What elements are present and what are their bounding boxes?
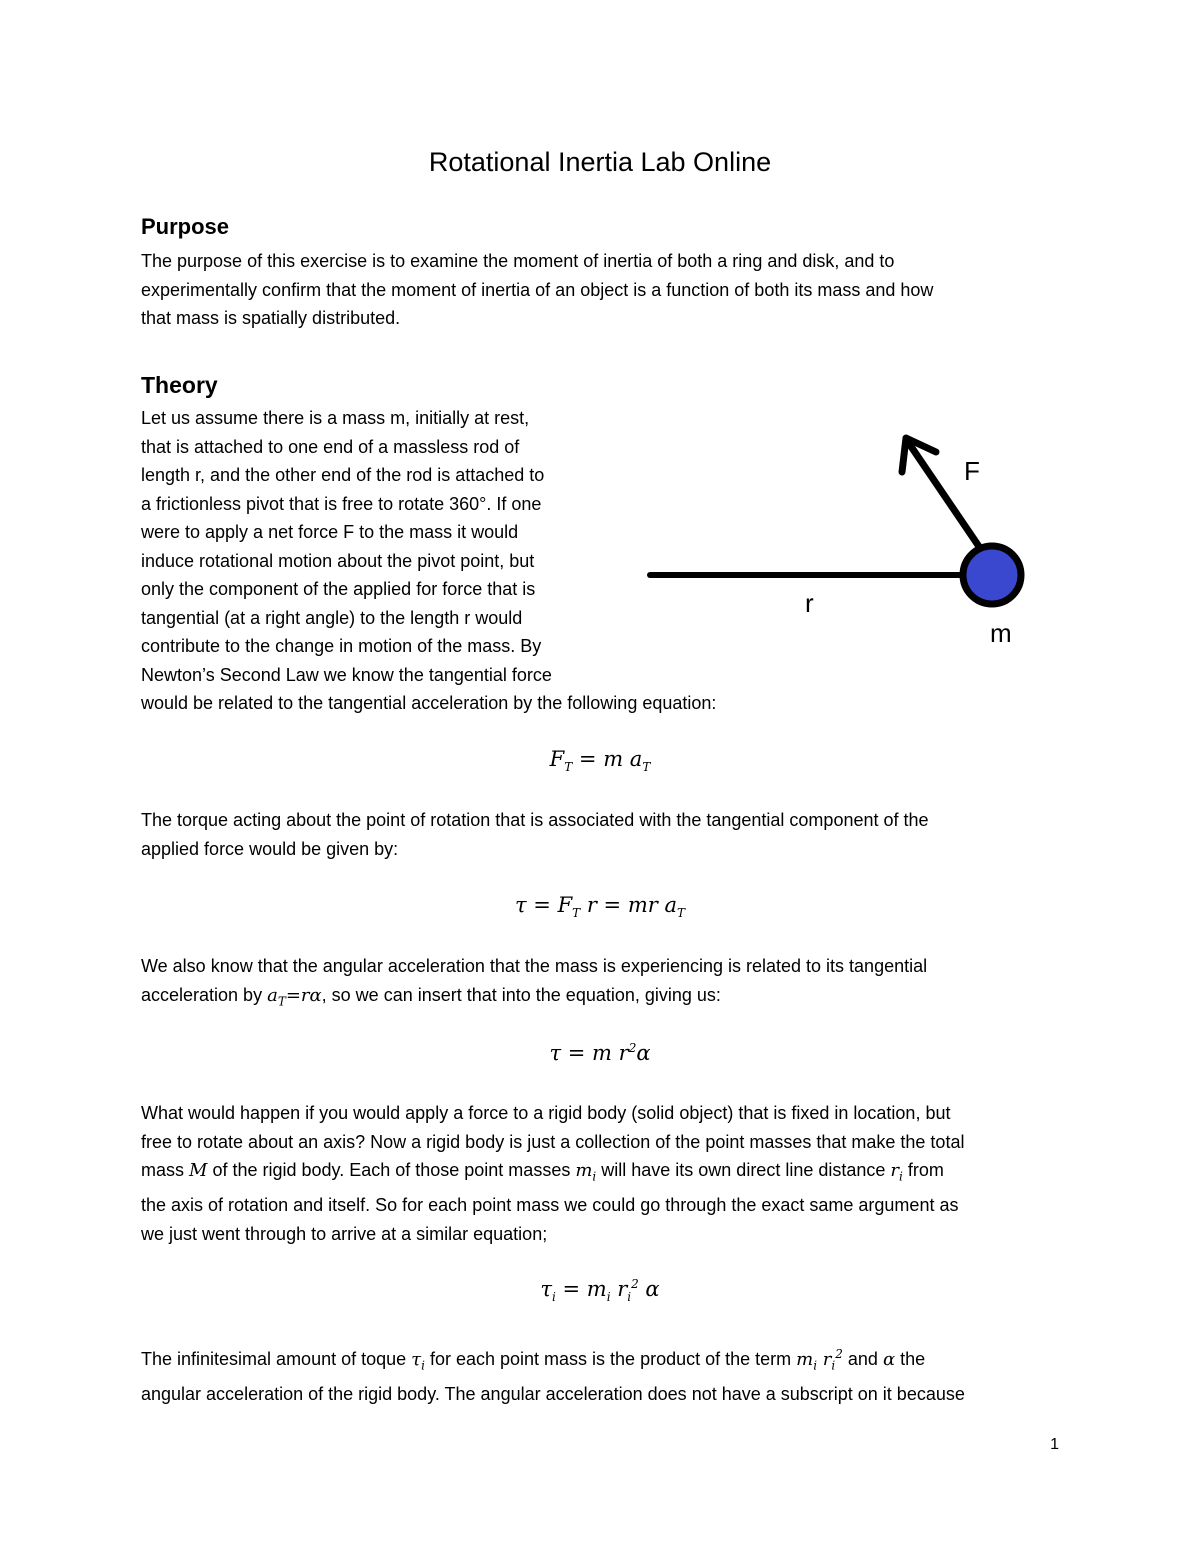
rigid-text: mass bbox=[141, 1160, 190, 1180]
rigid-line: free to rotate about an axis? Now a rigid body is just a collection of the point masses that make the total bbox=[141, 1131, 965, 1152]
angular-text: acceleration by bbox=[141, 984, 268, 1005]
torque-line: applied force would be given by: bbox=[141, 838, 399, 859]
theory-line: were to apply a net force F to the mass it would bbox=[141, 522, 519, 542]
purpose-line: experimentally confirm that the moment of inertia of an object is a function of both its mass and how bbox=[141, 279, 934, 300]
rigid-text: from bbox=[902, 1160, 944, 1180]
infinitesimal-text: for each point mass is the product of the term bbox=[424, 1349, 797, 1369]
theory-line: that is attached to one end of a massless rod of bbox=[141, 436, 520, 457]
rigid-line-3 bbox=[141, 1156, 964, 1191]
rigid-line: the axis of rotation and itself. So for each point mass we could go through the exact same argument as bbox=[141, 1195, 959, 1216]
equation-torque: $\tau = F_T$ r = mr $a_T$ bbox=[515, 893, 685, 921]
inline-eq-miri2: $m_i$ $r_i^2$ bbox=[796, 1347, 843, 1373]
purpose-paragraph bbox=[141, 247, 933, 333]
theory-line: length r, and the other end of the rod is attached to bbox=[141, 465, 545, 485]
theory-line: induce rotational motion about the pivot point, but bbox=[141, 550, 535, 571]
rigid-text: will have its own direct line distance bbox=[596, 1160, 891, 1180]
purpose-line: that mass is spatially distributed. bbox=[141, 308, 401, 328]
infinitesimal-text: and bbox=[842, 1349, 883, 1369]
purpose-line: The purpose of this exercise is to examine the moment of inertia of both a ring and disk, and to bbox=[141, 251, 895, 271]
angular-line-2 bbox=[141, 981, 927, 1016]
angular-paragraph bbox=[141, 952, 927, 1016]
equation-tangential-force: $F_T = m$ $a_T$ bbox=[549, 747, 651, 775]
torque-paragraph bbox=[141, 806, 929, 863]
force-label: F bbox=[964, 456, 980, 486]
equation-torque-inertia: τ = m $r^2\alpha$ bbox=[549, 1041, 651, 1065]
infinitesimal-text: the bbox=[895, 1349, 926, 1369]
equation-point-mass-torque: $\tau_i = m_i$ $r_i^2$ α bbox=[540, 1277, 660, 1305]
rigid-body-paragraph bbox=[141, 1099, 964, 1248]
theory-heading: Theory bbox=[141, 372, 218, 398]
inline-eq-M: M bbox=[189, 1160, 208, 1181]
inline-eq-alpha: α bbox=[882, 1349, 896, 1370]
infinitesimal-text: The infinitesimal amount of toque bbox=[141, 1349, 412, 1369]
page-title: Rotational Inertia Lab Online bbox=[428, 147, 772, 177]
mass-label: m bbox=[990, 618, 1012, 648]
rod-mass-diagram bbox=[640, 430, 1060, 650]
theory-line: contribute to the change in motion of the mass. By bbox=[141, 636, 542, 656]
page-number: 1 bbox=[1050, 1436, 1059, 1453]
rigid-line: What would happen if you would apply a force to a rigid body (solid object) that is fixed in location, but bbox=[141, 1103, 951, 1123]
infinitesimal-paragraph bbox=[141, 1340, 965, 1409]
theory-intro-paragraph bbox=[141, 404, 716, 718]
mass-circle bbox=[963, 546, 1021, 604]
infinitesimal-line: angular acceleration of the rigid body. The angular acceleration does not have a subscript on it because bbox=[141, 1384, 965, 1405]
theory-line: a frictionless pivot that is free to rotate 360°. If one bbox=[141, 493, 542, 514]
theory-line: only the component of the applied for force that is bbox=[141, 579, 536, 599]
rigid-text: of the rigid body. Each of those point masses bbox=[207, 1160, 576, 1180]
angular-line: We also know that the angular acceleration that the mass is experiencing is related to its tangential bbox=[141, 956, 928, 976]
theory-line: tangential (at a right angle) to the length r would bbox=[141, 607, 523, 628]
purpose-heading: Purpose bbox=[141, 214, 230, 239]
length-label: r bbox=[805, 588, 814, 618]
rigid-line: we just went through to arrive at a similar equation; bbox=[141, 1223, 548, 1244]
torque-line: The torque acting about the point of rotation that is associated with the tangential component of the bbox=[141, 810, 929, 830]
infinitesimal-line bbox=[141, 1340, 965, 1380]
theory-line: Newton’s Second Law we know the tangential force bbox=[141, 664, 552, 685]
inline-eq-at: $a_T=r\alpha$ bbox=[267, 984, 322, 1009]
inline-eq-ri: $r_i$ bbox=[890, 1160, 903, 1184]
inline-eq-mi: $m_i$ bbox=[575, 1160, 597, 1184]
theory-line: Let us assume there is a mass m, initially at rest, bbox=[141, 408, 530, 428]
theory-line: would be related to the tangential acceleration by the following equation: bbox=[141, 693, 717, 713]
inline-eq-taui: $\tau_i$ bbox=[411, 1349, 425, 1373]
angular-text: , so we can insert that into the equation, giving us: bbox=[321, 984, 721, 1005]
